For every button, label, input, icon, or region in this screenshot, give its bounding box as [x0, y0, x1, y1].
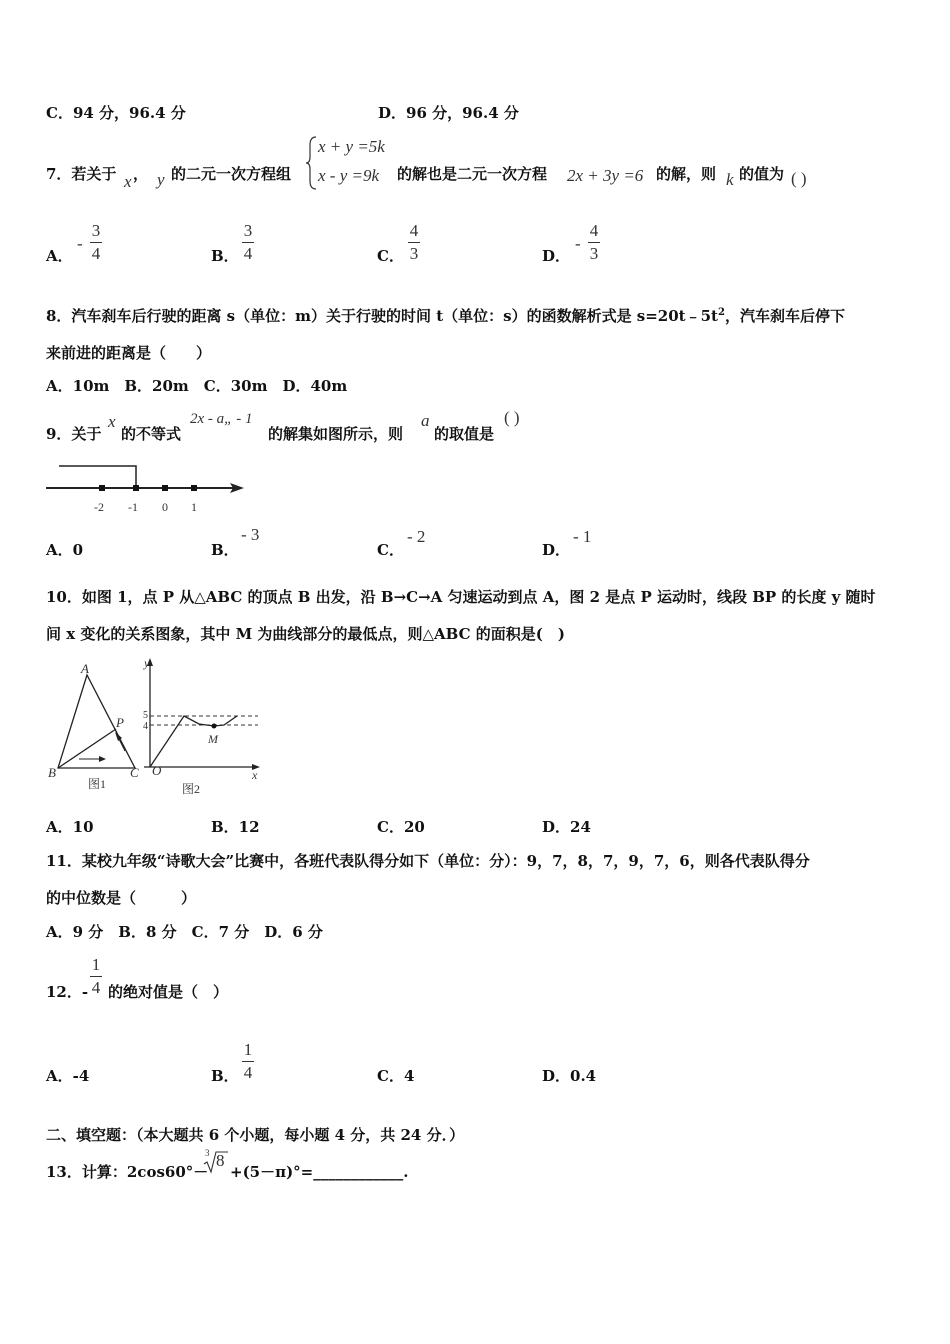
numerator: 1: [91, 955, 101, 974]
q13-end: .: [403, 1163, 409, 1181]
q7-option-c-label: C．: [377, 247, 404, 265]
q12-number: 12．-: [46, 983, 89, 1001]
q6-option-d: D．96 分，96.4 分: [378, 104, 519, 122]
q9-option-b-label: B．: [211, 541, 239, 559]
q9-option-d-value: - 1: [573, 527, 592, 546]
q9-var-x: x: [108, 412, 116, 431]
q9-var-a: a: [421, 411, 430, 430]
q7-option-b-fraction: [242, 221, 254, 264]
q8-line-1: [46, 305, 845, 326]
q7-option-b-label: B．: [211, 247, 239, 265]
q8-superscript: 2: [717, 307, 725, 318]
q10-value-4: 4: [143, 721, 148, 732]
q7-number: 7．若关于: [46, 165, 117, 183]
numerator: 3: [243, 221, 253, 240]
q10-option-c: C．20: [377, 818, 425, 836]
q7-option-a-sign: -: [77, 234, 83, 253]
q10-option-d: D．24: [542, 818, 591, 836]
q10-line-1: 10．如图 1，点 P 从△ABC 的顶点 B 出发，沿 B→C→A 匀速运动到点 A，图 2 是点 P 运动时，线段 BP 的长度 y 随时: [46, 588, 876, 606]
q10-axis-x: x: [252, 768, 258, 782]
q10-value-5: 5: [143, 710, 148, 721]
denominator: 4: [243, 1063, 253, 1082]
q9-option-a: A．0: [46, 541, 84, 559]
q7-option-d-label: D．: [542, 247, 571, 265]
q13-expression: +(5－π)°=: [230, 1163, 314, 1181]
q7-var-y: y: [157, 170, 165, 189]
q6-option-c: C．94 分，96.4 分: [46, 104, 186, 122]
q7-text-1: 的二元一次方程组: [171, 165, 292, 183]
q7-option-d-fraction: [588, 221, 600, 264]
q7-option-a-fraction: [90, 221, 102, 264]
denominator: 4: [91, 244, 101, 263]
denominator: 3: [409, 244, 419, 263]
q7-var-x: x: [124, 172, 132, 191]
q8-line-1-text: 8．汽车刹车后行驶的距离 s（单位：m）关于行驶的时间 t（单位：s）的函数解析式是 s=20t﹣5t: [46, 307, 718, 325]
q13-answer-blank[interactable]: ____________: [313, 1163, 404, 1181]
q7-equation-1: x + y =5k: [318, 137, 385, 156]
q9-tick-label: 1: [191, 500, 197, 514]
q9-option-b-value: - 3: [241, 525, 260, 544]
section-2-heading: 二、填空题：（本大题共 6 个小题，每小题 4 分，共 24 分．）: [46, 1126, 465, 1144]
q12-option-a: A．-4: [46, 1067, 90, 1085]
q9-answer-paren: ( ): [504, 408, 520, 427]
q10-figure-1-caption: 图1: [88, 777, 107, 791]
q9-text-3: 的解集如图所示，则: [268, 425, 404, 443]
q13-radicand: 8: [216, 1151, 225, 1170]
q9-text-4: 的取值是: [434, 425, 495, 443]
q12-option-d: D．0.4: [542, 1067, 597, 1085]
q13-root-index: 3: [205, 1148, 210, 1158]
q7-answer-paren: ( ): [791, 169, 807, 188]
q9-option-d-label: D．: [542, 541, 571, 559]
q10-point-m: M: [208, 732, 218, 746]
denominator: 3: [589, 244, 599, 263]
q9-number-line: [44, 458, 249, 518]
q10-point-p: P: [116, 715, 124, 730]
q13-text-1: 13．计算：2cos60°－: [46, 1163, 209, 1181]
q7-system-brace: [305, 135, 319, 191]
q10-option-b: B．12: [211, 818, 260, 836]
q7-text-2: 的解也是二元一次方程: [397, 165, 548, 183]
q9-tick-label: 0: [162, 500, 168, 514]
q8-line-2: 来前进的距离是（ ）: [46, 344, 212, 362]
q10-option-a: A．10: [46, 818, 94, 836]
q7-text-4: 的值为: [739, 165, 785, 183]
numerator: 1: [243, 1040, 253, 1059]
q10-origin: O: [152, 763, 162, 778]
q9-text-2: 的不等式: [121, 425, 182, 443]
q11-line-2: 的中位数是（ ）: [46, 889, 197, 907]
q10-figure-1: [48, 661, 139, 791]
q10-point-b: B: [48, 765, 56, 780]
q7-option-d-sign: -: [575, 234, 581, 253]
numerator: 4: [409, 221, 419, 240]
q7-comma: ，: [133, 165, 149, 183]
q7-option-a-label: A．: [46, 247, 73, 265]
q10-point-c: C: [130, 765, 139, 780]
q12-fraction: [90, 955, 102, 998]
q7-text-3: 的解，则: [656, 165, 717, 183]
q9-option-c-label: C．: [377, 541, 404, 559]
q12-option-b-label: B．: [211, 1067, 239, 1085]
q7-option-c-fraction: [408, 221, 420, 264]
q9-inequality: 2x - a„ - 1: [190, 411, 253, 427]
q9-text-1: 9．关于: [46, 425, 102, 443]
q10-line-2: 间 x 变化的关系图象，其中 M 为曲线部分的最低点，则△ABC 的面积是( ): [46, 625, 565, 643]
q10-axis-y: y: [144, 656, 150, 670]
q10-figure-2-caption: 图2: [182, 782, 201, 796]
q9-tick-label: -1: [128, 500, 138, 514]
q11-options: A．9 分 B．8 分 C．7 分 D．6 分: [46, 923, 323, 941]
q12-text: 的绝对值是（ ）: [108, 983, 229, 1001]
q12-option-b-fraction: [242, 1040, 254, 1083]
q9-option-c-value: - 2: [407, 527, 426, 546]
q13-text-2: [230, 1161, 408, 1182]
numerator: 4: [589, 221, 599, 240]
q12-option-c: C．4: [377, 1067, 415, 1085]
q7-equation-3: 2x + 3y =6: [567, 166, 644, 185]
q9-tick-label: -2: [94, 500, 104, 514]
denominator: 4: [91, 978, 101, 997]
denominator: 4: [243, 244, 253, 263]
q10-figures: [44, 655, 266, 800]
q7-var-k: k: [726, 170, 734, 189]
numerator: 3: [91, 221, 101, 240]
q8-line-1-tail: ，汽车刹车后停下: [724, 307, 845, 325]
q10-figure-2: [143, 656, 260, 796]
q10-point-a: A: [81, 661, 89, 676]
q7-equation-2: x - y =9k: [318, 166, 380, 185]
q11-line-1: 11．某校九年级“诗歌大会”比赛中，各班代表队得分如下（单位：分）：9，7，8，7，9，7，6，则各代表队得分: [46, 852, 810, 870]
q8-options: A．10m B．20m C．30m D．40m: [46, 377, 348, 395]
